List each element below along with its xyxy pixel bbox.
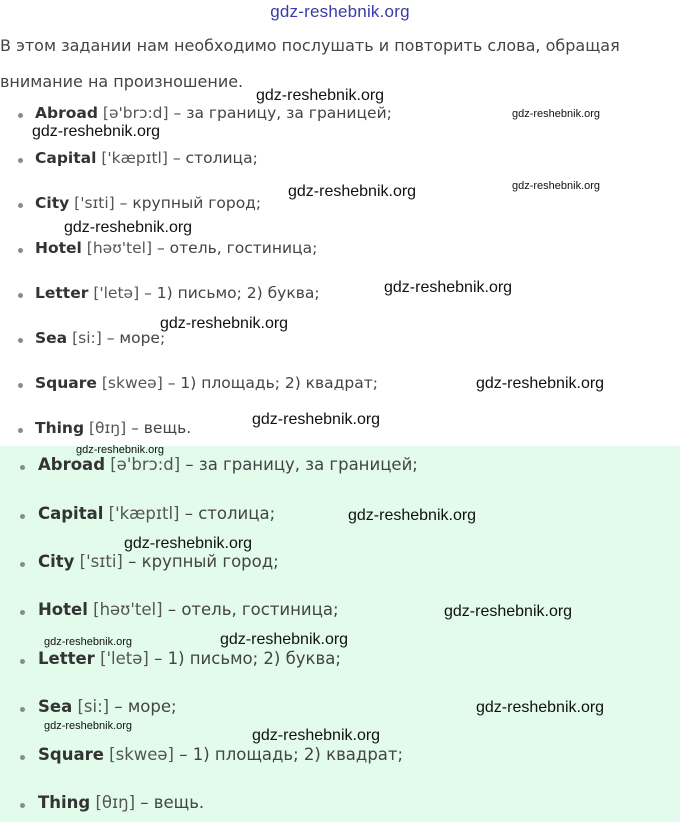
word: Letter	[38, 649, 95, 668]
transcription: [ə'brɔ:d]	[102, 104, 169, 122]
translation: 1) письмо; 2) буква;	[167, 649, 341, 668]
word: Letter	[35, 284, 89, 302]
word: Thing	[35, 419, 85, 437]
transcription: [həʊ'tel]	[86, 239, 153, 257]
transcription: [skweə]	[109, 745, 174, 764]
transcription: [ə'brɔ:d]	[110, 455, 181, 474]
transcription: ['sɪti]	[79, 552, 123, 571]
bullet-icon	[20, 803, 25, 808]
translation: море;	[119, 329, 166, 347]
bullet-icon	[18, 428, 23, 433]
word: Thing	[38, 793, 91, 812]
watermark: gdz-reshebnik.org	[44, 636, 133, 648]
site-header[interactable]: gdz-reshebnik.org	[270, 2, 410, 21]
bullet-icon	[18, 203, 23, 208]
transcription: [si:]	[72, 329, 102, 347]
transcription: [skweə]	[101, 374, 163, 392]
translation: отель, гостиница;	[181, 600, 339, 619]
bullet-icon	[18, 248, 23, 253]
translation: 1) площадь; 2) квадрат;	[192, 745, 404, 764]
transcription: [θɪŋ]	[89, 419, 127, 437]
translation: 1) площадь; 2) квадрат;	[180, 374, 378, 392]
bullet-icon	[18, 113, 23, 118]
watermark: gdz-reshebnik.org	[252, 411, 381, 428]
translation: столица;	[198, 504, 276, 523]
watermark: gdz-reshebnik.org	[32, 123, 161, 140]
watermark: gdz-reshebnik.org	[124, 535, 253, 552]
bullet-icon	[18, 383, 23, 388]
bullet-icon	[18, 293, 23, 298]
word: Square	[35, 374, 97, 392]
transcription: ['sɪti]	[74, 194, 115, 212]
word: Hotel	[35, 239, 82, 257]
watermark: gdz-reshebnik.org	[252, 727, 381, 744]
bullet-icon	[20, 755, 25, 760]
translation: за границу, за границей;	[186, 104, 392, 122]
bullet-icon	[20, 562, 25, 567]
transcription: ['kæpɪtl]	[108, 504, 180, 523]
watermark: gdz-reshebnik.org	[76, 444, 165, 456]
translation: за границу, за границей;	[198, 455, 418, 474]
watermark: gdz-reshebnik.org	[512, 108, 601, 120]
translation: 1) письмо; 2) буква;	[156, 284, 320, 302]
translation: крупный город;	[132, 194, 262, 212]
bullet-icon	[18, 158, 23, 163]
watermark: gdz-reshebnik.org	[160, 315, 289, 332]
watermark: gdz-reshebnik.org	[256, 87, 385, 104]
bullet-icon	[20, 707, 25, 712]
word: Hotel	[38, 600, 88, 619]
transcription: ['letə]	[93, 284, 140, 302]
word: Sea	[38, 697, 73, 716]
word: Capital	[35, 149, 97, 167]
word: Square	[38, 745, 104, 764]
translation: крупный город;	[141, 552, 279, 571]
transcription: [si:]	[77, 697, 110, 716]
word: City	[38, 552, 75, 571]
translation: столица;	[185, 149, 258, 167]
transcription: [θɪŋ]	[95, 793, 136, 812]
watermark: gdz-reshebnik.org	[44, 720, 133, 732]
translation: море;	[127, 697, 177, 716]
word: City	[35, 194, 70, 212]
translation: вещь.	[143, 419, 192, 437]
watermark: gdz-reshebnik.org	[220, 631, 349, 648]
bullet-icon	[18, 338, 23, 343]
watermark: gdz-reshebnik.org	[476, 699, 605, 716]
word: Abroad	[35, 104, 98, 122]
watermark: gdz-reshebnik.org	[512, 180, 601, 192]
watermark: gdz-reshebnik.org	[348, 507, 477, 524]
word: Capital	[38, 504, 104, 523]
word: Abroad	[38, 455, 105, 474]
bullet-icon	[20, 610, 25, 615]
transcription: ['kæpɪtl]	[101, 149, 168, 167]
watermark: gdz-reshebnik.org	[384, 279, 513, 296]
word: Sea	[35, 329, 68, 347]
transcription: ['letə]	[100, 649, 149, 668]
translation: вещь.	[153, 793, 205, 812]
watermark: gdz-reshebnik.org	[476, 375, 605, 392]
watermark: gdz-reshebnik.org	[444, 603, 573, 620]
bullet-icon	[20, 659, 25, 664]
bullet-icon	[20, 465, 25, 470]
translation: отель, гостиница;	[169, 239, 318, 257]
watermark: gdz-reshebnik.org	[288, 183, 417, 200]
intro-text: В этом задании нам необходимо послушать и повторить слова, обращая внимание на произношение.	[0, 36, 620, 91]
transcription: [həʊ'tel]	[93, 600, 163, 619]
watermark: gdz-reshebnik.org	[64, 219, 193, 236]
bullet-icon	[20, 514, 25, 519]
